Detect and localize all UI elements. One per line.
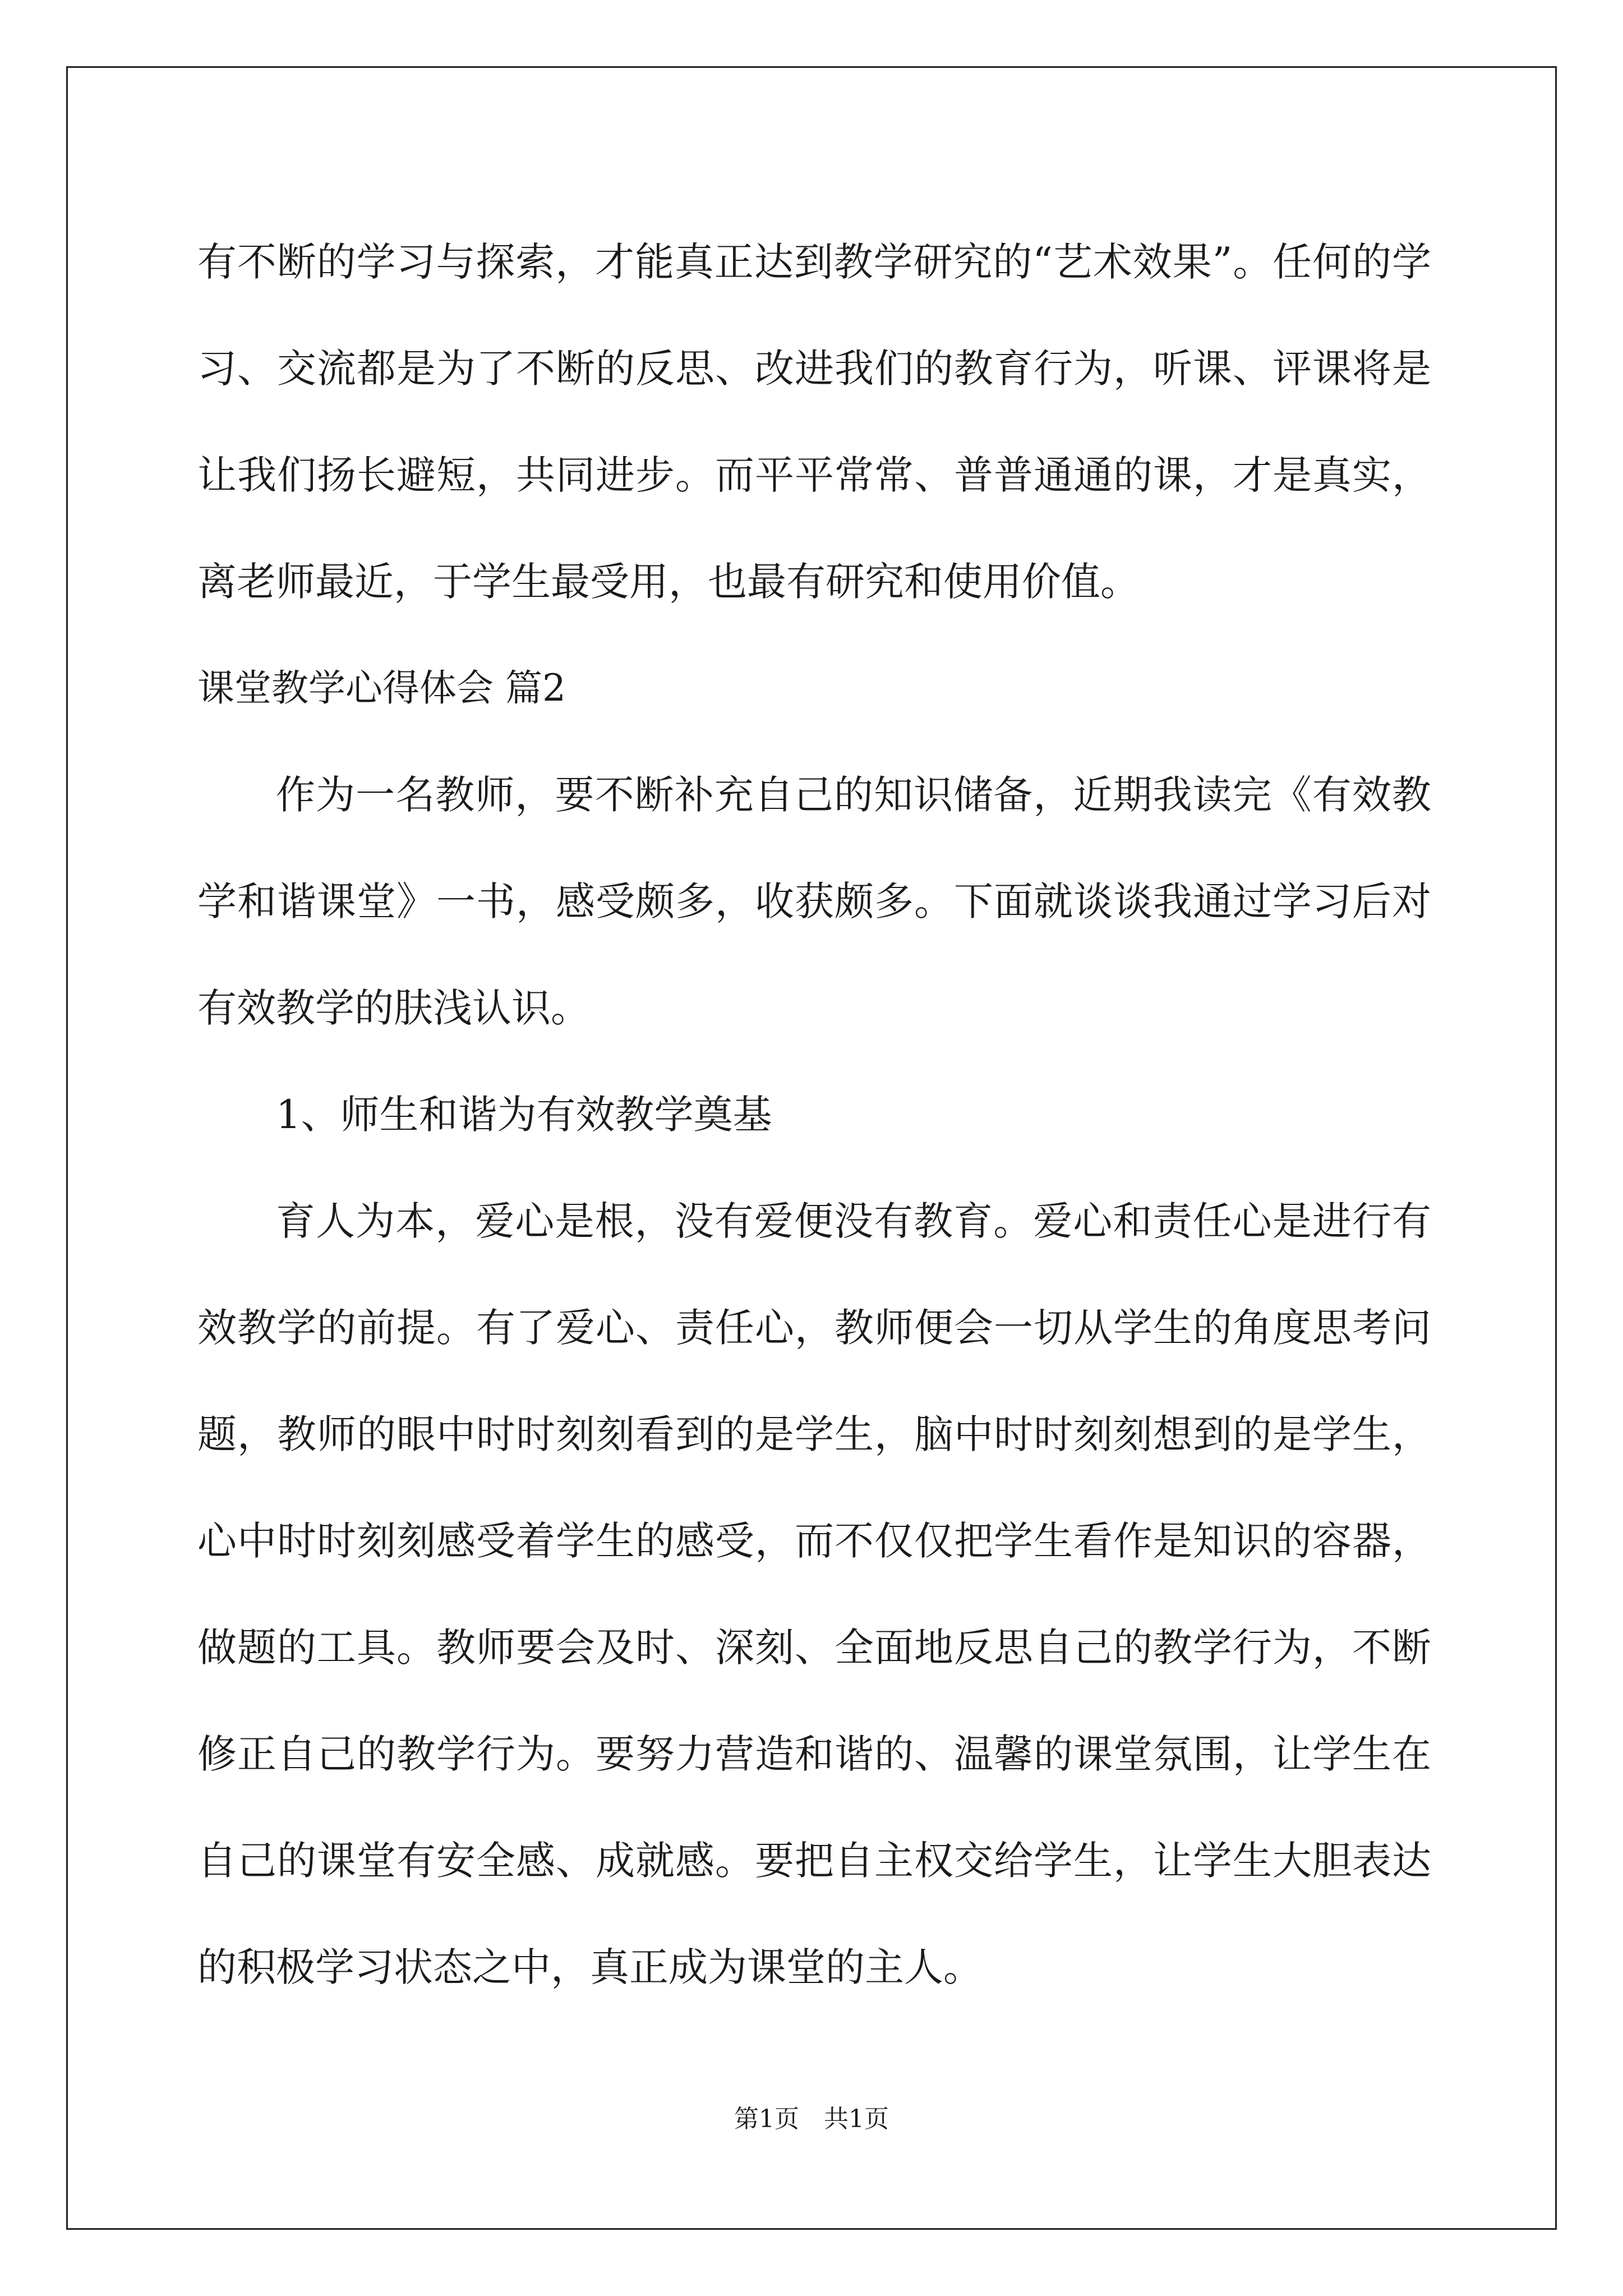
section-title: 课堂教学心得体会 篇2 (197, 666, 566, 710)
point-heading: 1、师生和谐为有效教学奠基 (276, 1092, 772, 1138)
paragraph-point-body: 育人为本，爱心是根，没有爱便没有教育。爱心和责任心是进行有效教学的前提。有了爱心、责任心，教师便会一切从学生的角度思考问题，教师的眼中时时刻刻看到的是学生，脑中时时刻刻想到的是学生，心中时时刻刻感受着学生的感受，而不仅仅把学生看作是知识的容器，做题的工具。教师要会及时、深刻、全面地反思自己的教学行为，不断修正自己的教学行为。要努力营造和谐的、温馨的课堂氛围，让学生在自己的课堂有安全感、成就感。要把自主权交给学生，让学生大胆表达的积极学习状态之中，真正成为课堂的主人。 (197, 1198, 1431, 1990)
paragraph-intro: 作为一名教师，要不断补充自己的知识储备，近期我读完《有效教学和谐课堂》一书，感受颇多，收获颇多。下面就谈谈我通过学习后对有效教学的肤浅认识。 (197, 772, 1431, 1031)
paragraph-continuation: 有不断的学习与探索，才能真正达到教学研究的“艺术效果”。任何的学习、交流都是为了不断的反思、改进我们的教育行为，听课、评课将是让我们扬长避短，共同进步。而平平常常、普普通通的课，才是真实，离老师最近，于学生最受用，也最有研究和使用价值。 (197, 239, 1431, 605)
page-footer: 第1页 共1页 (734, 2105, 889, 2133)
document-body (197, 209, 1431, 2021)
